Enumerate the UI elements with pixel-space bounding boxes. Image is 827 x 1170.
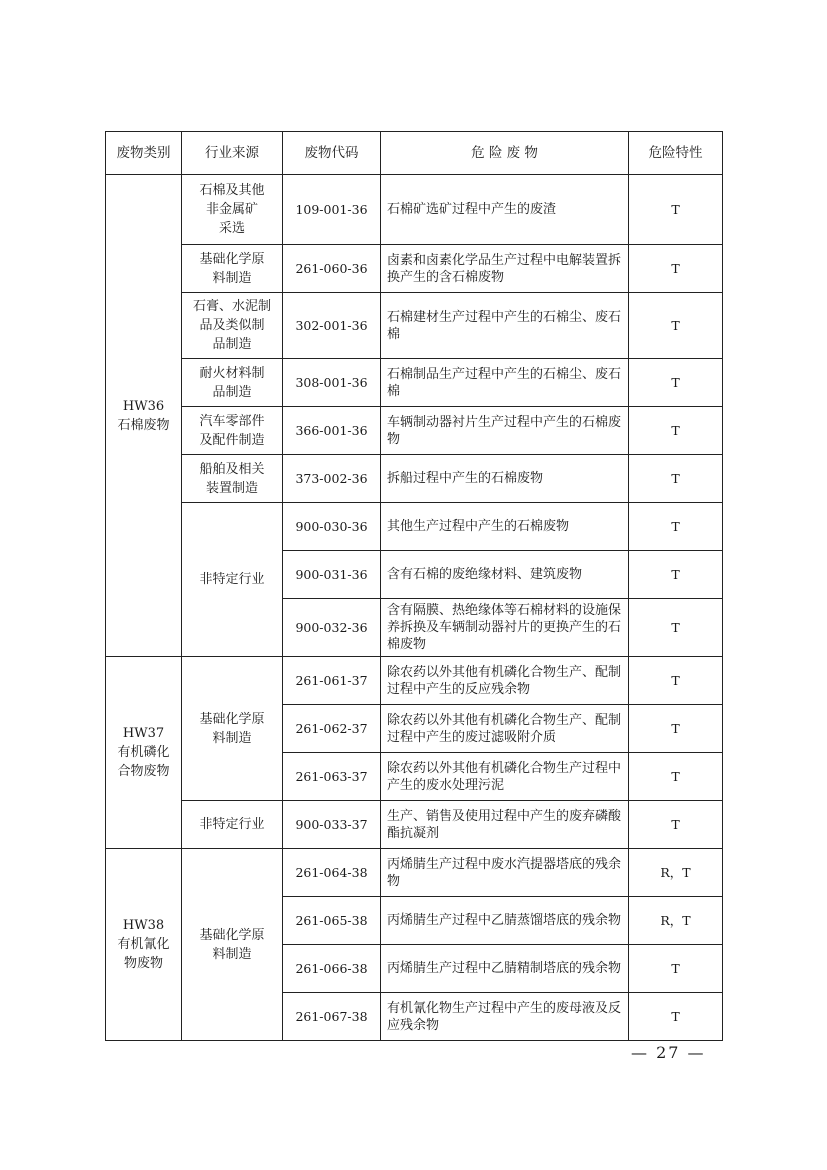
waste-code-cell: 261-066-38 <box>283 945 381 993</box>
waste-description-cell: 石棉建材生产过程中产生的石棉尘、废石棉 <box>381 293 629 359</box>
hazard-property-cell: T <box>629 657 723 705</box>
hazard-property-cell: T <box>629 293 723 359</box>
waste-code-cell: 900-032-36 <box>283 599 381 657</box>
table-row <box>106 657 723 705</box>
waste-description-cell: 车辆制动器衬片生产过程中产生的石棉废物 <box>381 407 629 455</box>
table-row <box>106 801 723 849</box>
waste-code-cell: 261-063-37 <box>283 753 381 801</box>
table-row <box>106 849 723 897</box>
waste-code-cell: 302-001-36 <box>283 293 381 359</box>
waste-description-cell: 除农药以外其他有机磷化合物生产过程中产生的废水处理污泥 <box>381 753 629 801</box>
table-row <box>106 359 723 407</box>
industry-source-cell: 基础化学原 料制造 <box>182 657 283 801</box>
industry-source-cell: 船舶及相关 装置制造 <box>182 455 283 503</box>
hazard-property-cell: T <box>629 599 723 657</box>
hazard-property-cell: T <box>629 245 723 293</box>
hazard-property-cell: T <box>629 175 723 245</box>
header-hazardous-waste: 危 险 废 物 <box>381 132 629 175</box>
waste-code-cell: 261-061-37 <box>283 657 381 705</box>
waste-code-cell: 900-030-36 <box>283 503 381 551</box>
waste-description-cell: 石棉制品生产过程中产生的石棉尘、废石棉 <box>381 359 629 407</box>
header-waste-code: 废物代码 <box>283 132 381 175</box>
hazard-property-cell: T <box>629 407 723 455</box>
hazard-property-cell: T <box>629 705 723 753</box>
table-row <box>106 175 723 245</box>
waste-code-cell: 261-060-36 <box>283 245 381 293</box>
waste-description-cell: 除农药以外其他有机磷化合物生产、配制过程中产生的反应残余物 <box>381 657 629 705</box>
table-row <box>106 503 723 551</box>
waste-description-cell: 含有石棉的废绝缘材料、建筑废物 <box>381 551 629 599</box>
waste-code-cell: 900-033-37 <box>283 801 381 849</box>
waste-description-cell: 有机氰化物生产过程中产生的废母液及反应残余物 <box>381 993 629 1041</box>
hazard-property-cell: R，T <box>629 849 723 897</box>
hazard-property-cell: T <box>629 993 723 1041</box>
waste-code-cell: 900-031-36 <box>283 551 381 599</box>
header-industry-source: 行业来源 <box>182 132 283 175</box>
hazard-property-cell: R，T <box>629 897 723 945</box>
hazard-property-cell: T <box>629 945 723 993</box>
table-row <box>106 245 723 293</box>
table-header-row <box>106 132 723 175</box>
table-row <box>106 455 723 503</box>
hazard-property-cell: T <box>629 359 723 407</box>
hazard-property-cell: T <box>629 503 723 551</box>
waste-description-cell: 石棉矿选矿过程中产生的废渣 <box>381 175 629 245</box>
industry-source-cell: 非特定行业 <box>182 503 283 657</box>
waste-code-cell: 308-001-36 <box>283 359 381 407</box>
hazard-property-cell: T <box>629 551 723 599</box>
waste-description-cell: 卤素和卤素化学品生产过程中电解装置拆换产生的含石棉废物 <box>381 245 629 293</box>
waste-category-cell: HW37 有机磷化 合物废物 <box>106 657 182 849</box>
hazard-property-cell: T <box>629 753 723 801</box>
waste-code-cell: 373-002-36 <box>283 455 381 503</box>
waste-code-cell: 261-065-38 <box>283 897 381 945</box>
industry-source-cell: 汽车零部件 及配件制造 <box>182 407 283 455</box>
waste-description-cell: 丙烯腈生产过程中乙腈蒸馏塔底的残余物 <box>381 897 629 945</box>
waste-code-cell: 261-064-38 <box>283 849 381 897</box>
waste-category-cell: HW36 石棉废物 <box>106 175 182 657</box>
header-category: 废物类别 <box>106 132 182 175</box>
waste-code-cell: 261-062-37 <box>283 705 381 753</box>
header-hazard-property: 危险特性 <box>629 132 723 175</box>
hazardous-waste-table-container <box>105 131 722 1041</box>
industry-source-cell: 石棉及其他 非金属矿 采选 <box>182 175 283 245</box>
hazard-property-cell: T <box>629 801 723 849</box>
page-number: — 27 — <box>631 1043 706 1062</box>
waste-code-cell: 366-001-36 <box>283 407 381 455</box>
waste-description-cell: 含有隔膜、热绝缘体等石棉材料的设施保养拆换及车辆制动器衬片的更换产生的石棉废物 <box>381 599 629 657</box>
waste-description-cell: 丙烯腈生产过程中废水汽提器塔底的残余物 <box>381 849 629 897</box>
waste-description-cell: 其他生产过程中产生的石棉废物 <box>381 503 629 551</box>
waste-description-cell: 丙烯腈生产过程中乙腈精制塔底的残余物 <box>381 945 629 993</box>
hazard-property-cell: T <box>629 455 723 503</box>
table-body <box>106 175 723 1041</box>
waste-description-cell: 除农药以外其他有机磷化合物生产、配制过程中产生的废过滤吸附介质 <box>381 705 629 753</box>
waste-code-cell: 109-001-36 <box>283 175 381 245</box>
industry-source-cell: 非特定行业 <box>182 801 283 849</box>
waste-code-cell: 261-067-38 <box>283 993 381 1041</box>
industry-source-cell: 基础化学原 料制造 <box>182 849 283 1041</box>
waste-description-cell: 拆船过程中产生的石棉废物 <box>381 455 629 503</box>
industry-source-cell: 石膏、水泥制 品及类似制 品制造 <box>182 293 283 359</box>
table-row <box>106 293 723 359</box>
hazardous-waste-table <box>105 131 723 1041</box>
table-row <box>106 407 723 455</box>
industry-source-cell: 基础化学原 料制造 <box>182 245 283 293</box>
industry-source-cell: 耐火材料制 品制造 <box>182 359 283 407</box>
waste-description-cell: 生产、销售及使用过程中产生的废弃磷酸酯抗凝剂 <box>381 801 629 849</box>
waste-category-cell: HW38 有机氰化 物废物 <box>106 849 182 1041</box>
